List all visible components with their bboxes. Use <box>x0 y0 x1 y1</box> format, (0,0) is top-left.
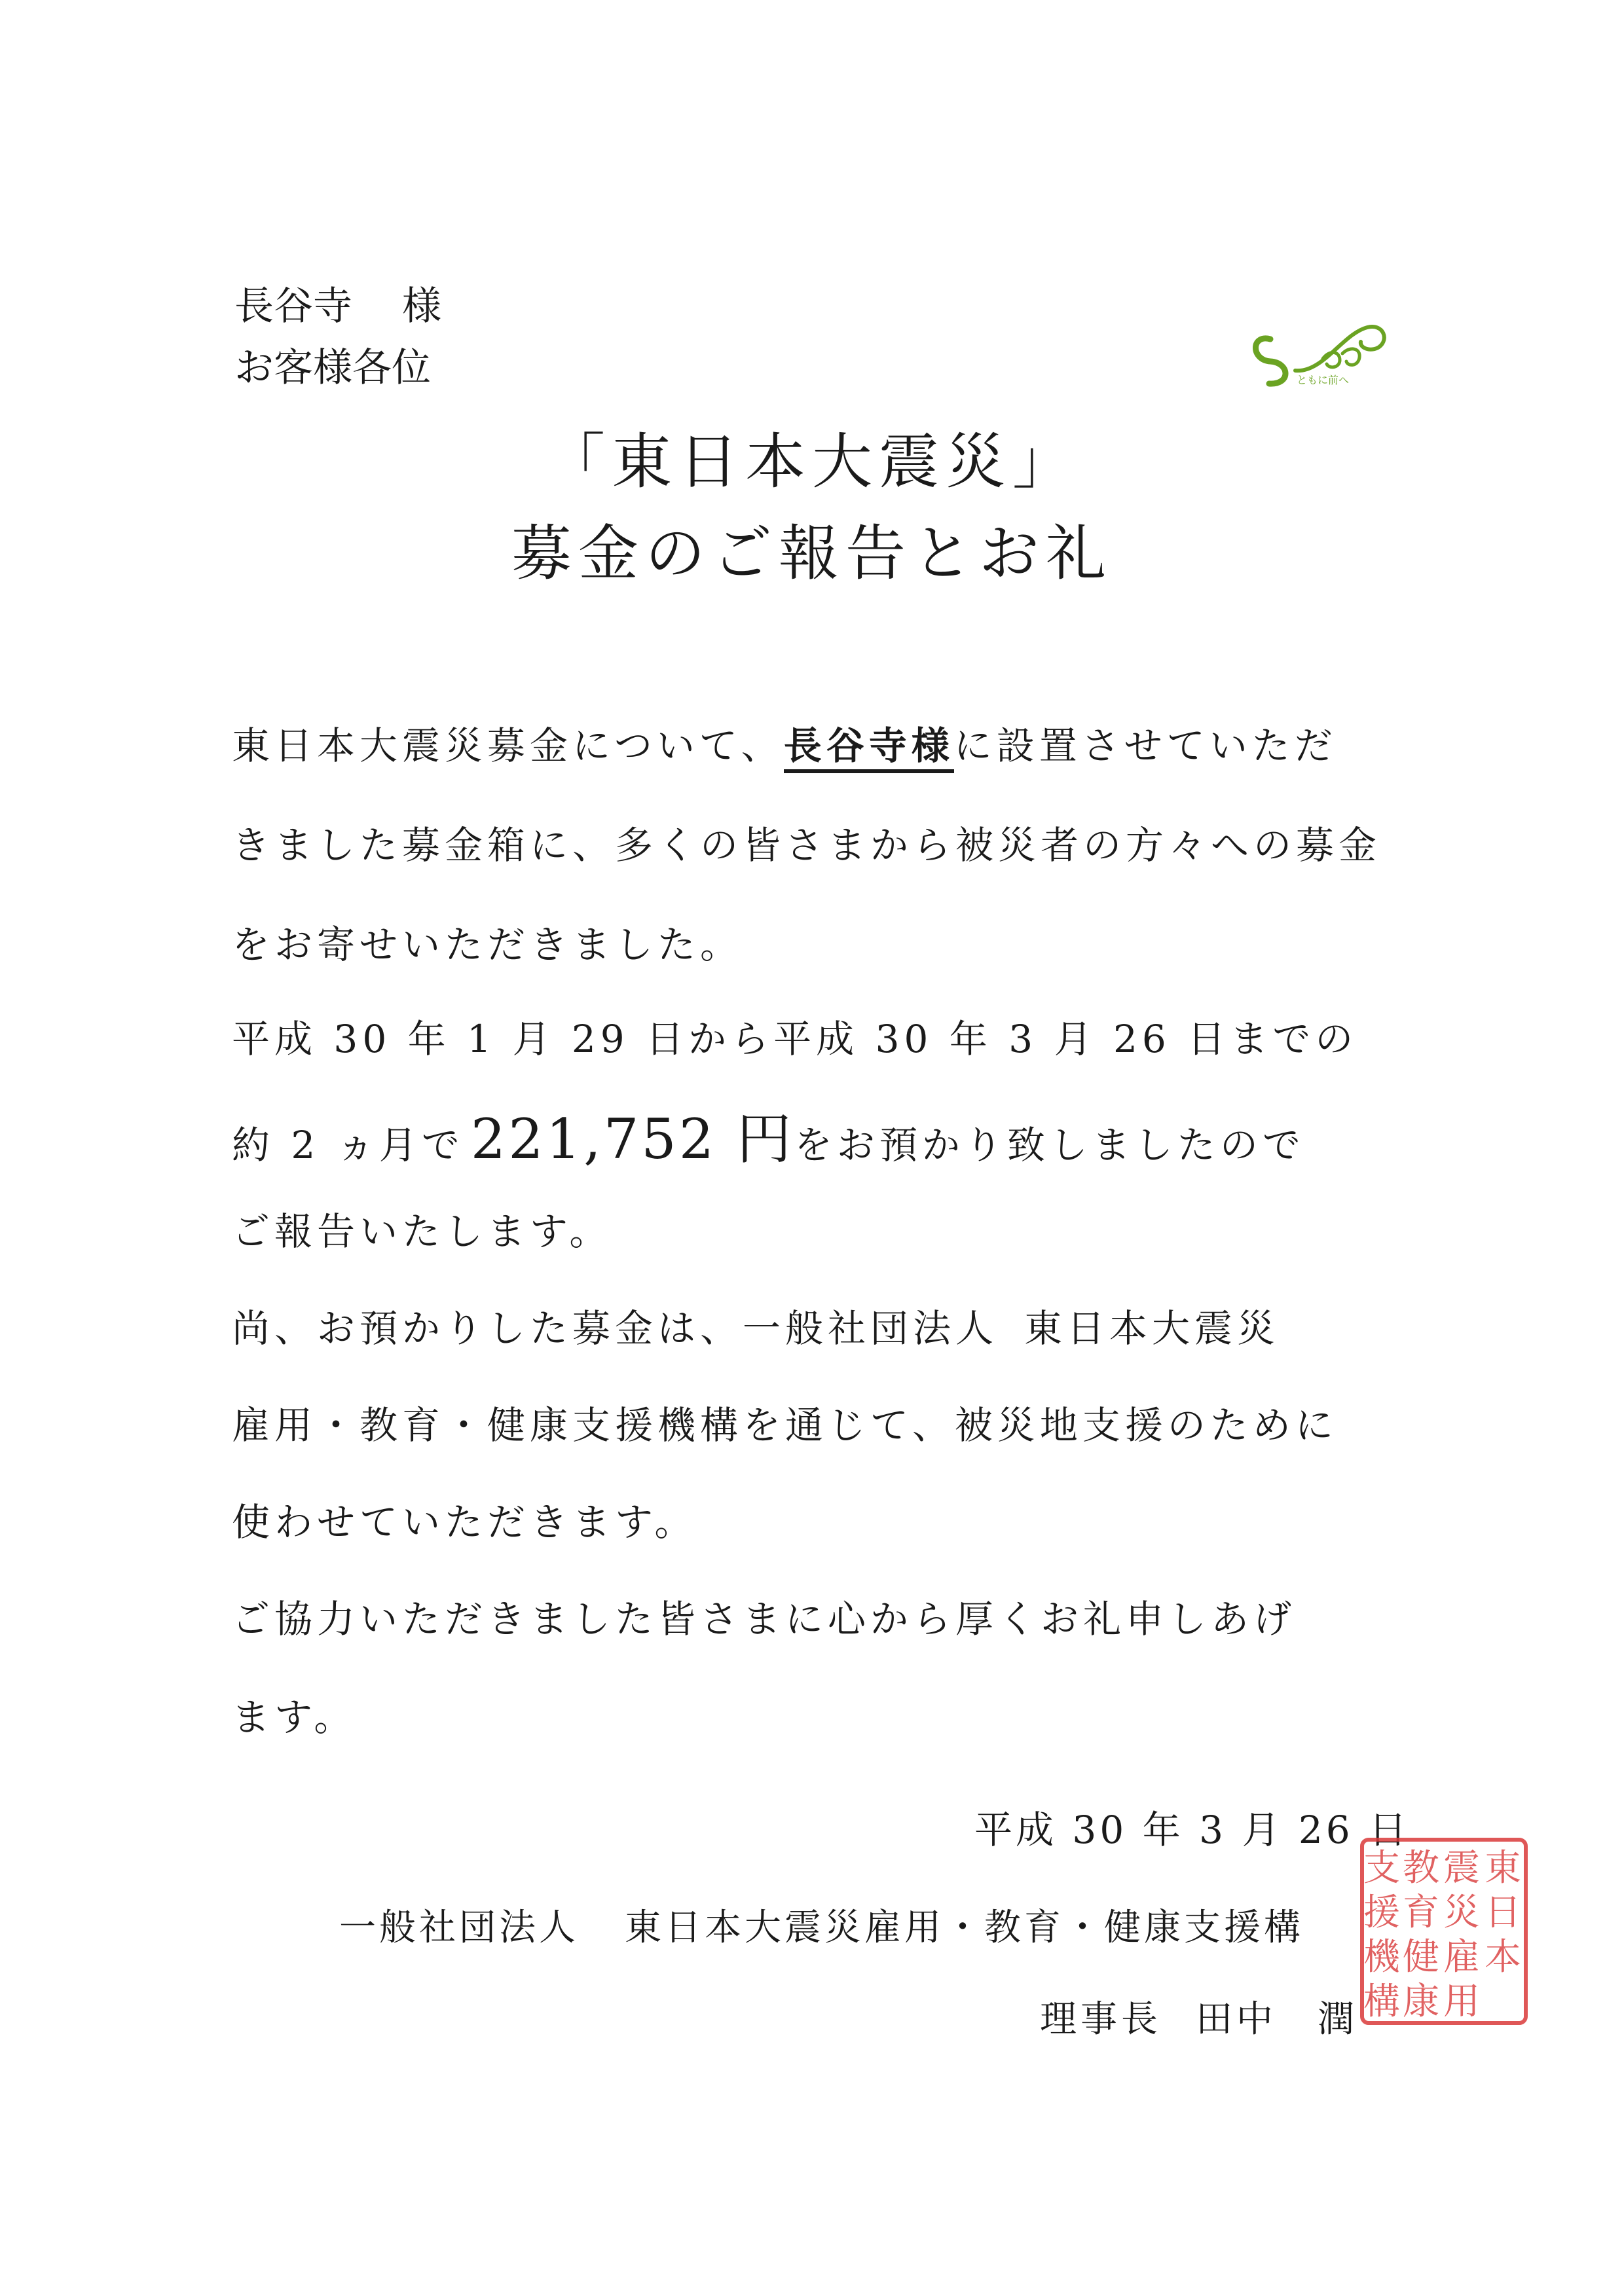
body-line-9: 使わせていただきます。 <box>232 1500 697 1544</box>
official-seal-stamp <box>1356 1833 1532 2030</box>
signer-name: 田中 潤 <box>1196 1998 1358 2041</box>
svg-text:健: 健 <box>1403 1936 1439 1978</box>
signer-line <box>1040 1990 1358 2043</box>
body-line-5-post: をお預かり致しましたので <box>794 1123 1305 1167</box>
body-line-2: きました募金箱に、多くの皆さまから被災者の方々への募金 <box>232 823 1382 867</box>
body-line-8: 雇用・教育・健康支援機構を通じて、被災地支援のために <box>232 1403 1338 1448</box>
svg-text:構: 構 <box>1363 1980 1400 2023</box>
body-line-5-pre: 約 2 ヵ月で <box>232 1123 464 1167</box>
signer-title: 理事長 <box>1040 1998 1162 2041</box>
addressee-line <box>234 283 441 329</box>
body-line-7-post: 東日本大震災 <box>1024 1306 1280 1351</box>
donation-amount: 221,752 円 <box>470 1107 794 1171</box>
svg-text:震: 震 <box>1443 1847 1480 1889</box>
svg-text:雇: 雇 <box>1443 1936 1480 1978</box>
body-line-7 <box>232 1306 1280 1351</box>
body-line-10: ご協力いただきました皆さまに心から厚くお礼申しあげ <box>232 1597 1297 1641</box>
svg-text:教: 教 <box>1403 1847 1439 1889</box>
svg-text:災: 災 <box>1443 1891 1480 1934</box>
body-line-1-post: に設置させていただ <box>953 723 1337 768</box>
body-line-4: 平成 30 年 1 月 29 日から平成 30 年 3 月 26 日までの <box>232 1017 1358 1061</box>
svg-text:支: 支 <box>1363 1847 1400 1889</box>
temple-name-emphasis: 長谷寺様 <box>784 723 954 773</box>
body-line-6: ご報告いたします。 <box>232 1209 612 1254</box>
body-line-1-pre: 東日本大震災募金について、 <box>232 723 784 768</box>
svg-text:東: 東 <box>1485 1847 1521 1889</box>
svg-text:機: 機 <box>1363 1936 1400 1978</box>
addressee-customers: お客様各位 <box>234 345 431 391</box>
body-line-7-pre: 尚、お預かりした募金は、一般社団法人 <box>232 1306 999 1351</box>
addressee-name: 長谷寺 <box>234 283 352 329</box>
organization-type: 一般社団法人 <box>339 1906 579 1949</box>
body-line-3: をお寄せいただきました。 <box>232 922 743 967</box>
addressee-honorific: 様 <box>402 283 441 329</box>
organization-line <box>339 1899 1304 1951</box>
body-line-11: ます。 <box>232 1695 357 1740</box>
letter-date: 平成 30 年 3 月 26 日 <box>974 1808 1411 1852</box>
body-line-5 <box>232 1107 1305 1171</box>
svg-text:日: 日 <box>1485 1891 1521 1934</box>
title-line-1: 「東日本大震災」 <box>544 427 1079 497</box>
body-line-1 <box>232 723 1337 768</box>
svg-text:育: 育 <box>1403 1891 1439 1934</box>
svg-text:康: 康 <box>1403 1980 1439 2023</box>
organization-name: 東日本大震災雇用・教育・健康支援構 <box>625 1906 1304 1949</box>
logo-caption: ともに前へ <box>1297 374 1350 386</box>
svg-text:本: 本 <box>1485 1936 1521 1978</box>
title-line-2: 募金のご報告とお礼 <box>511 519 1113 589</box>
svg-text:用: 用 <box>1443 1980 1480 2023</box>
svg-text:援: 援 <box>1363 1891 1400 1934</box>
